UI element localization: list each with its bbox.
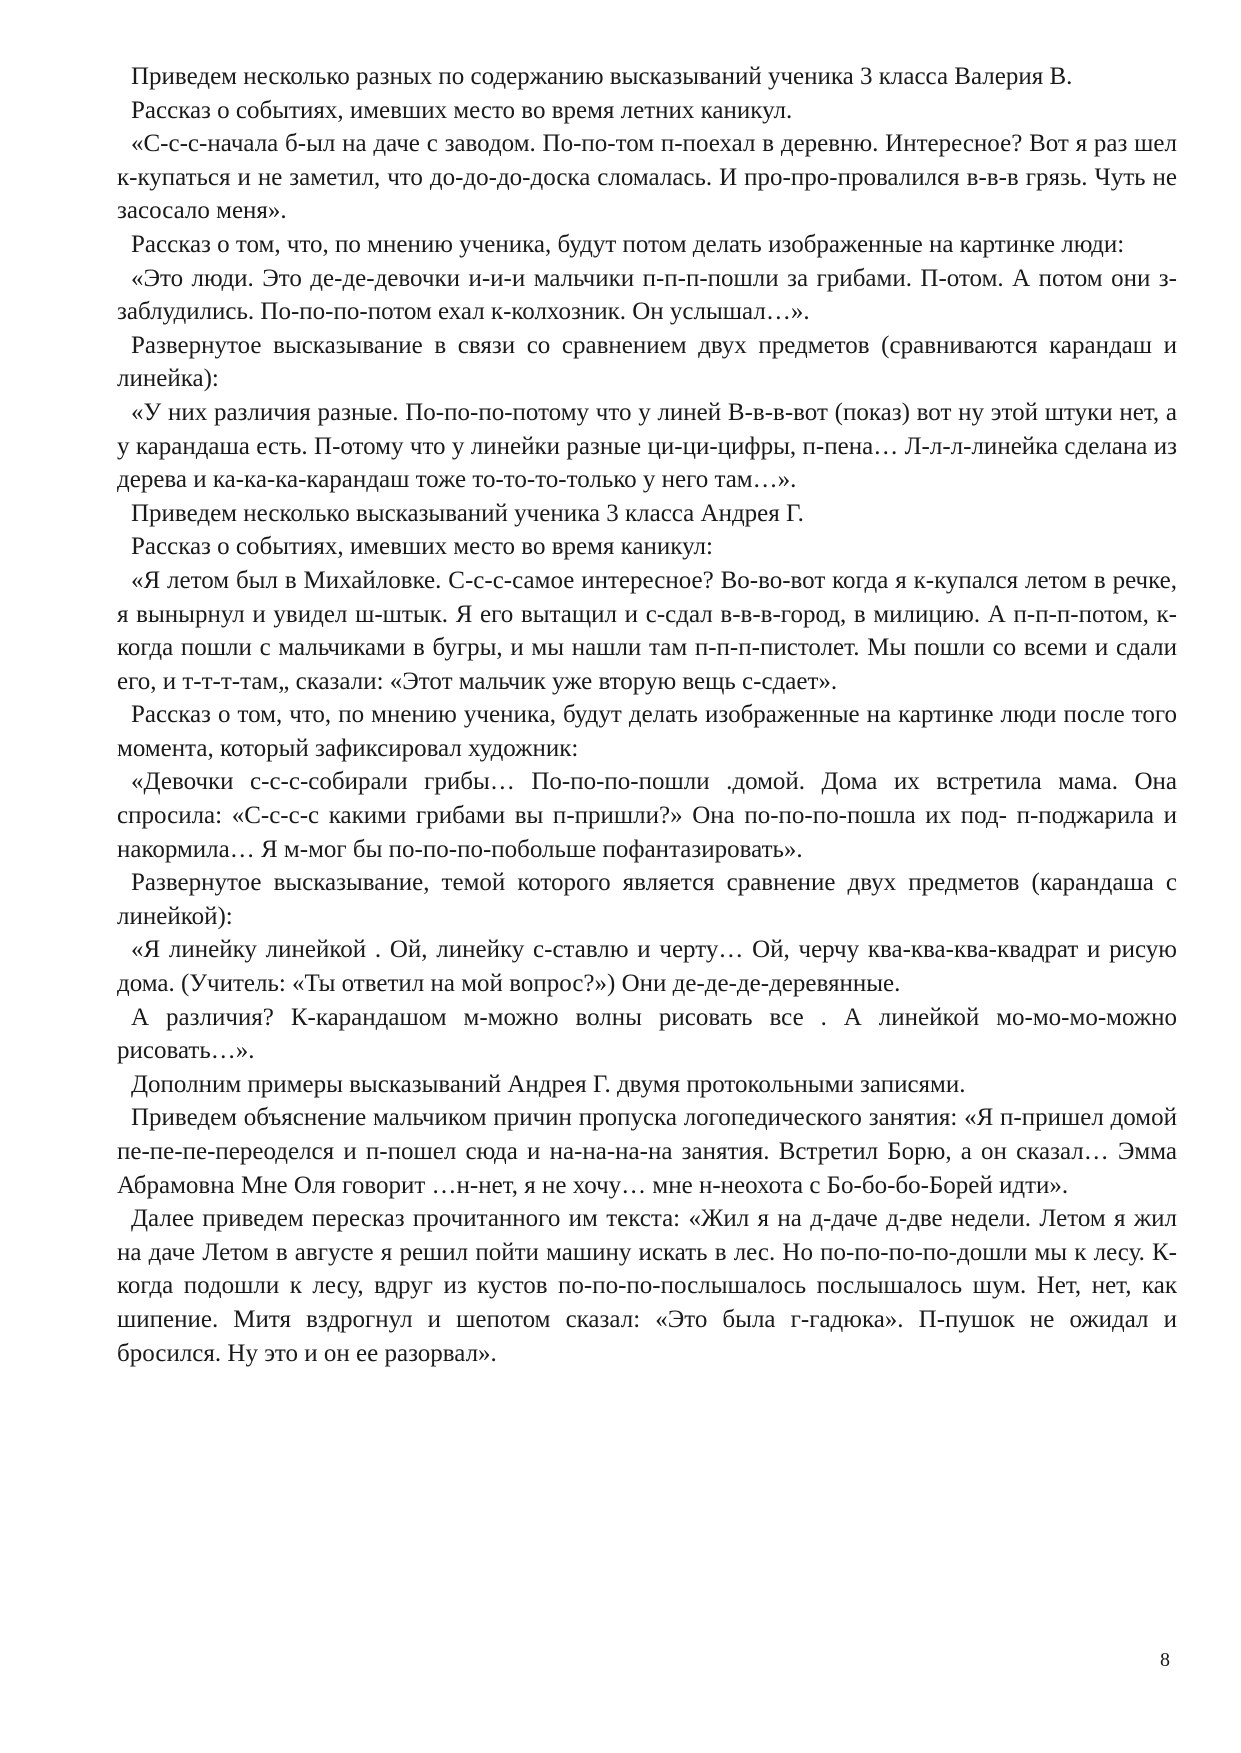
paragraph: «Я линейку линейкой . Ой, линейку с-ставлю и черту… Ой, черчу ква-ква-ква-квадрат и рисую дома. (Учитель: «Ты ответил на мой вопрос?») Они де-де-де-деревянные.	[117, 936, 1177, 998]
paragraph: «Девочки с-с-с-собирали грибы… По-по-по-пошли .домой. Дома их встретила мама. Она спросила: «С-с-с-с какими грибами вы п-пришли?» Она по-по-по-пошла их под- п-поджарила и накормила… Я м-мог бы по-по-по-побольше пофантазировать».	[117, 768, 1177, 863]
paragraph: Приведем объяснение мальчиком причин пропуска логопедического занятия: «Я п-пришел домой пе-пе-пе-переоделся и п-пошел сюда и на-на-на-на занятия. Встретил Борю, а он сказал… Эмма Абрамовна Мне Оля говорит …н-нет, я не хочу… мне н-неохота с Бо-бо-бо-Борей идти».	[117, 1104, 1177, 1199]
paragraph: Далее приведем пересказ прочитанного им текста: «Жил я на д-даче д-две недели. Летом я жил на даче Летом в августе я решил пойти машину искать в лес. Но по-по-по-по-дошли мы к лесу. К-когда подошли к лесу, вдруг из кустов по-по-по-послышалось послышалось шум. Нет, нет, как шипение. Митя вздрогнул и шепотом сказал: «Это была г-гадюка». П-пушок не ожидал и бросился. Ну это и он ее разорвал».	[117, 1205, 1177, 1367]
page-body	[117, 60, 1177, 1370]
paragraph: А различия? К-карандашом м-можно волны рисовать все . А линейкой мо-мо-мо-можно рисовать…».	[117, 1003, 1177, 1065]
paragraph: Развернутое высказывание в связи со сравнением двух предметов (сравниваются карандаш и линейка):	[117, 331, 1177, 393]
paragraph: «У них различия разные. По-по-по-потому что у линей В-в-в-вот (показ) вот ну этой штуки нет, а у карандаша есть. П-отому что у линейки разные ци-ци-цифры, п-пена… Л-л-л-линейка сделана из дерева и ка-ка-ка-карандаш тоже то-то-то-только у него там…».	[117, 398, 1177, 494]
paragraph: Дополним примеры высказываний Андрея Г. двумя протокольными записями.	[131, 1070, 966, 1098]
paragraph: «Я летом был в Михайловке. С-с-с-самое интересное? Во-во-вот когда я к-купался летом в речке, я вынырнул и увидел ш-штык. Я его вытащил и с-сдал в-в-в-город, в милицию. А п-п-п-потом, к-когда пошли с мальчиками в бугры, и мы нашли там п-п-п-пистолет. Мы пошли со всеми и сдали его, и т-т-т-там„ сказали: «Этот мальчик уже вторую вещь с-сдает».	[117, 566, 1177, 695]
paragraph: Рассказ о событиях, имевших место во время летних каникул.	[131, 96, 793, 124]
paragraph: Приведем несколько высказываний ученика 3 класса Андрея Г.	[131, 499, 804, 527]
page-number: 8	[1160, 1649, 1170, 1671]
paragraph: Развернутое высказывание, темой которого является сравнение двух предметов (карандаша с линейкой):	[117, 869, 1177, 930]
paragraph: Рассказ о событиях, имевших место во время каникул:	[131, 533, 713, 561]
paragraph: «Это люди. Это де-де-девочки и-и-и мальчики п-п-п-пошли за грибами. П-отом. А потом они з-заблудились. По-по-по-потом ехал к-колхозник. Он услышал…».	[117, 264, 1177, 326]
paragraph: «С-с-с-начала б-ыл на даче с заводом. По-по-том п-поехал в деревню. Интересное? Вот я раз шел к-купаться и не заметил, что до-до-до-доска сломалась. И про-про-провалился в-в-в грязь. Чуть не засосало меня».	[117, 130, 1177, 225]
paragraph: Рассказ о том, что, по мнению ученика, будут делать изображенные на картинке люди после того момента, который зафиксировал художник:	[117, 701, 1177, 762]
paragraph: Приведем несколько разных по содержанию высказываний ученика 3 класса Валерия В.	[131, 63, 1073, 90]
paragraph: Рассказ о том, что, по мнению ученика, будут потом делать изображенные на картинке люди:	[131, 230, 1125, 258]
